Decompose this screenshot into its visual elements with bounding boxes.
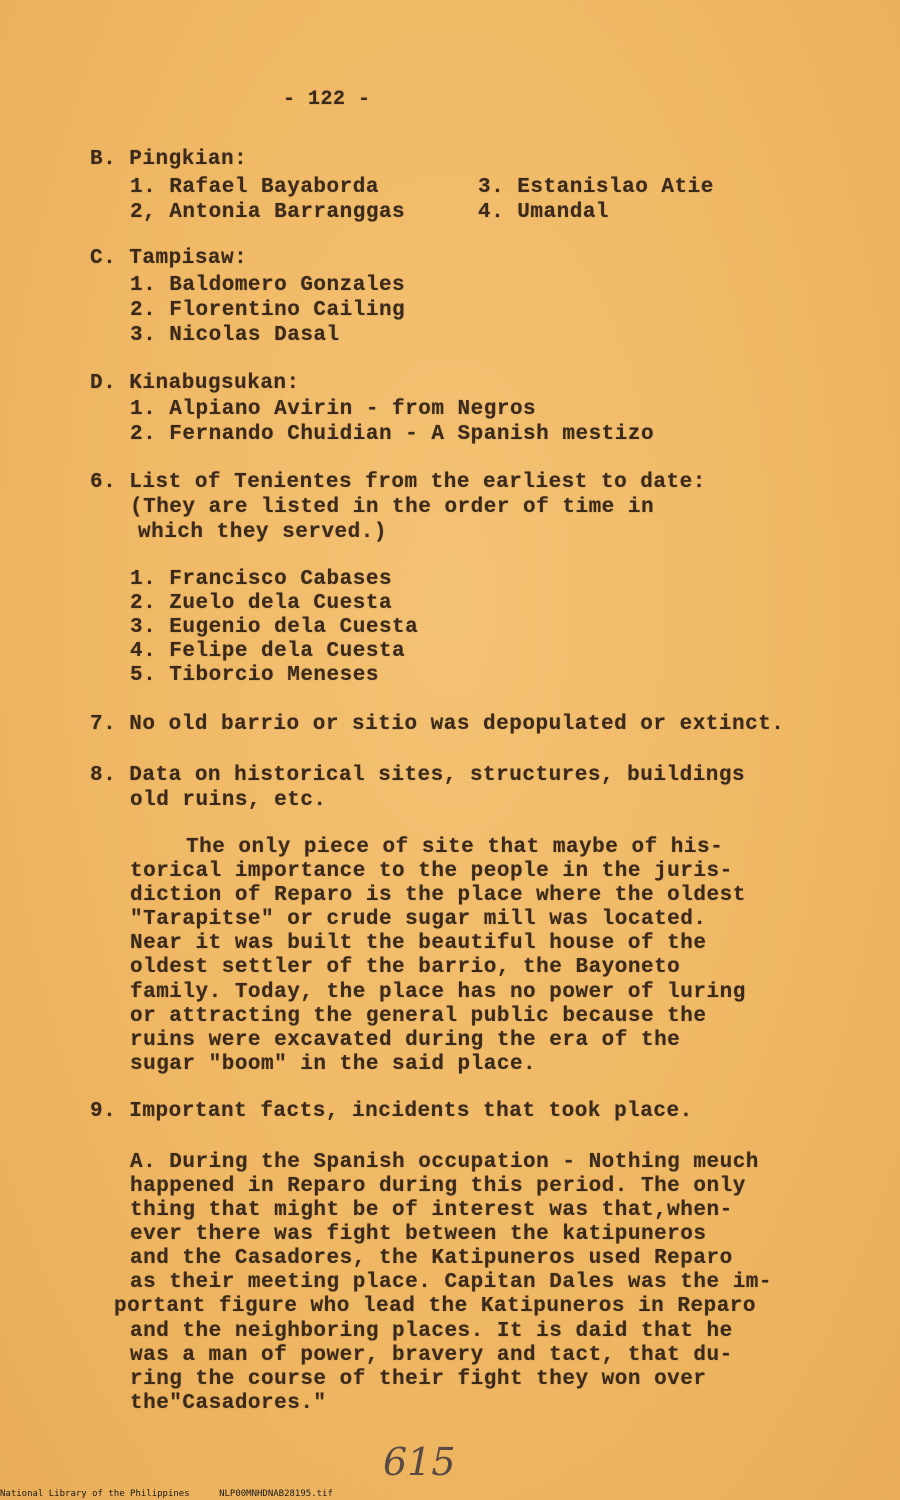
item-6-line: 6. List of Tenientes from the earliest to date: bbox=[90, 471, 706, 494]
item-6-line: (They are listed in the order of time in bbox=[130, 496, 655, 519]
section-b-item: 1. Rafael Bayaborda bbox=[130, 176, 379, 199]
footer-library: National Library of the Philippines bbox=[0, 1489, 190, 1499]
teniente-item: 3. Eugenio dela Cuesta bbox=[130, 616, 419, 639]
item-9-paragraph-line: A. During the Spanish occupation - Nothing meuch bbox=[130, 1151, 759, 1174]
item-7: 7. No old barrio or sitio was depopulated or extinct. bbox=[90, 713, 785, 736]
section-d-item: 1. Alpiano Avirin - from Negros bbox=[130, 398, 537, 421]
item-9-paragraph-line: as their meeting place. Capitan Dales was the im- bbox=[130, 1271, 773, 1294]
item-8-paragraph-line: The only piece of site that maybe of his- bbox=[186, 836, 724, 859]
page-number: - 122 - bbox=[283, 88, 371, 111]
item-9-paragraph-line: and the Casadores, the Katipuneros used Reparo bbox=[130, 1247, 733, 1270]
item-9-paragraph-line: ever there was fight between the katipuneros bbox=[130, 1223, 707, 1246]
item-9-paragraph-line: and the neighboring places. It is daid that he bbox=[130, 1320, 733, 1343]
scan-footer bbox=[0, 1489, 357, 1499]
section-c-item: 3. Nicolas Dasal bbox=[130, 324, 340, 347]
teniente-item: 5. Tiborcio Meneses bbox=[130, 664, 379, 687]
section-c-item: 2. Florentino Cailing bbox=[130, 299, 406, 322]
section-c-heading: C. Tampisaw: bbox=[90, 247, 248, 270]
section-c-item: 1. Baldomero Gonzales bbox=[130, 274, 406, 297]
item-8-paragraph-line: ruins were excavated during the era of the bbox=[130, 1029, 681, 1052]
item-8-paragraph-line: Near it was built the beautiful house of the bbox=[130, 932, 707, 955]
item-8-line: 8. Data on historical sites, structures, buildings bbox=[90, 764, 746, 787]
item-6-line: which they served.) bbox=[138, 521, 387, 544]
item-9-paragraph-line: happened in Reparo during this period. The only bbox=[130, 1175, 746, 1198]
item-9-paragraph-line: was a man of power, bravery and tact, that du- bbox=[130, 1344, 733, 1367]
section-b-item: 4. Umandal bbox=[478, 201, 610, 224]
item-8-paragraph-line: diction of Reparo is the place where the oldest bbox=[130, 884, 746, 907]
item-9-paragraph-line: ring the course of their fight they won over bbox=[130, 1368, 707, 1391]
item-9-paragraph-line: the"Casadores." bbox=[130, 1392, 327, 1415]
section-d-heading: D. Kinabugsukan: bbox=[90, 372, 300, 395]
item-8-paragraph-line: family. Today, the place has no power of luring bbox=[130, 981, 746, 1004]
item-8-paragraph-line: torical importance to the people in the juris- bbox=[130, 860, 733, 883]
item-9-line: 9. Important facts, incidents that took place. bbox=[90, 1100, 693, 1123]
section-b-heading: B. Pingkian: bbox=[90, 148, 248, 171]
item-8-line: old ruins, etc. bbox=[130, 789, 327, 812]
handwritten-number: 615 bbox=[383, 1440, 456, 1484]
section-b-item: 2, Antonia Barranggas bbox=[130, 201, 406, 224]
teniente-item: 2. Zuelo dela Cuesta bbox=[130, 592, 393, 615]
section-b-item: 3. Estanislao Atie bbox=[478, 176, 714, 199]
item-8-paragraph-line: or attracting the general public because the bbox=[130, 1005, 707, 1028]
teniente-item: 1. Francisco Cabases bbox=[130, 568, 393, 591]
footer-filename: NLP00MNHDNAB28195.tif bbox=[219, 1489, 333, 1499]
item-8-paragraph-line: "Tarapitse" or crude sugar mill was located. bbox=[130, 908, 707, 931]
item-8-paragraph-line: sugar "boom" in the said place. bbox=[130, 1053, 537, 1076]
teniente-item: 4. Felipe dela Cuesta bbox=[130, 640, 406, 663]
item-9-paragraph-line: thing that might be of interest was that,when- bbox=[130, 1199, 733, 1222]
item-8-paragraph-line: oldest settler of the barrio, the Bayoneto bbox=[130, 956, 681, 979]
item-9-paragraph-line: portant figure who lead the Katipuneros in Reparo bbox=[114, 1295, 757, 1318]
section-d-item: 2. Fernando Chuidian - A Spanish mestizo bbox=[130, 423, 655, 446]
